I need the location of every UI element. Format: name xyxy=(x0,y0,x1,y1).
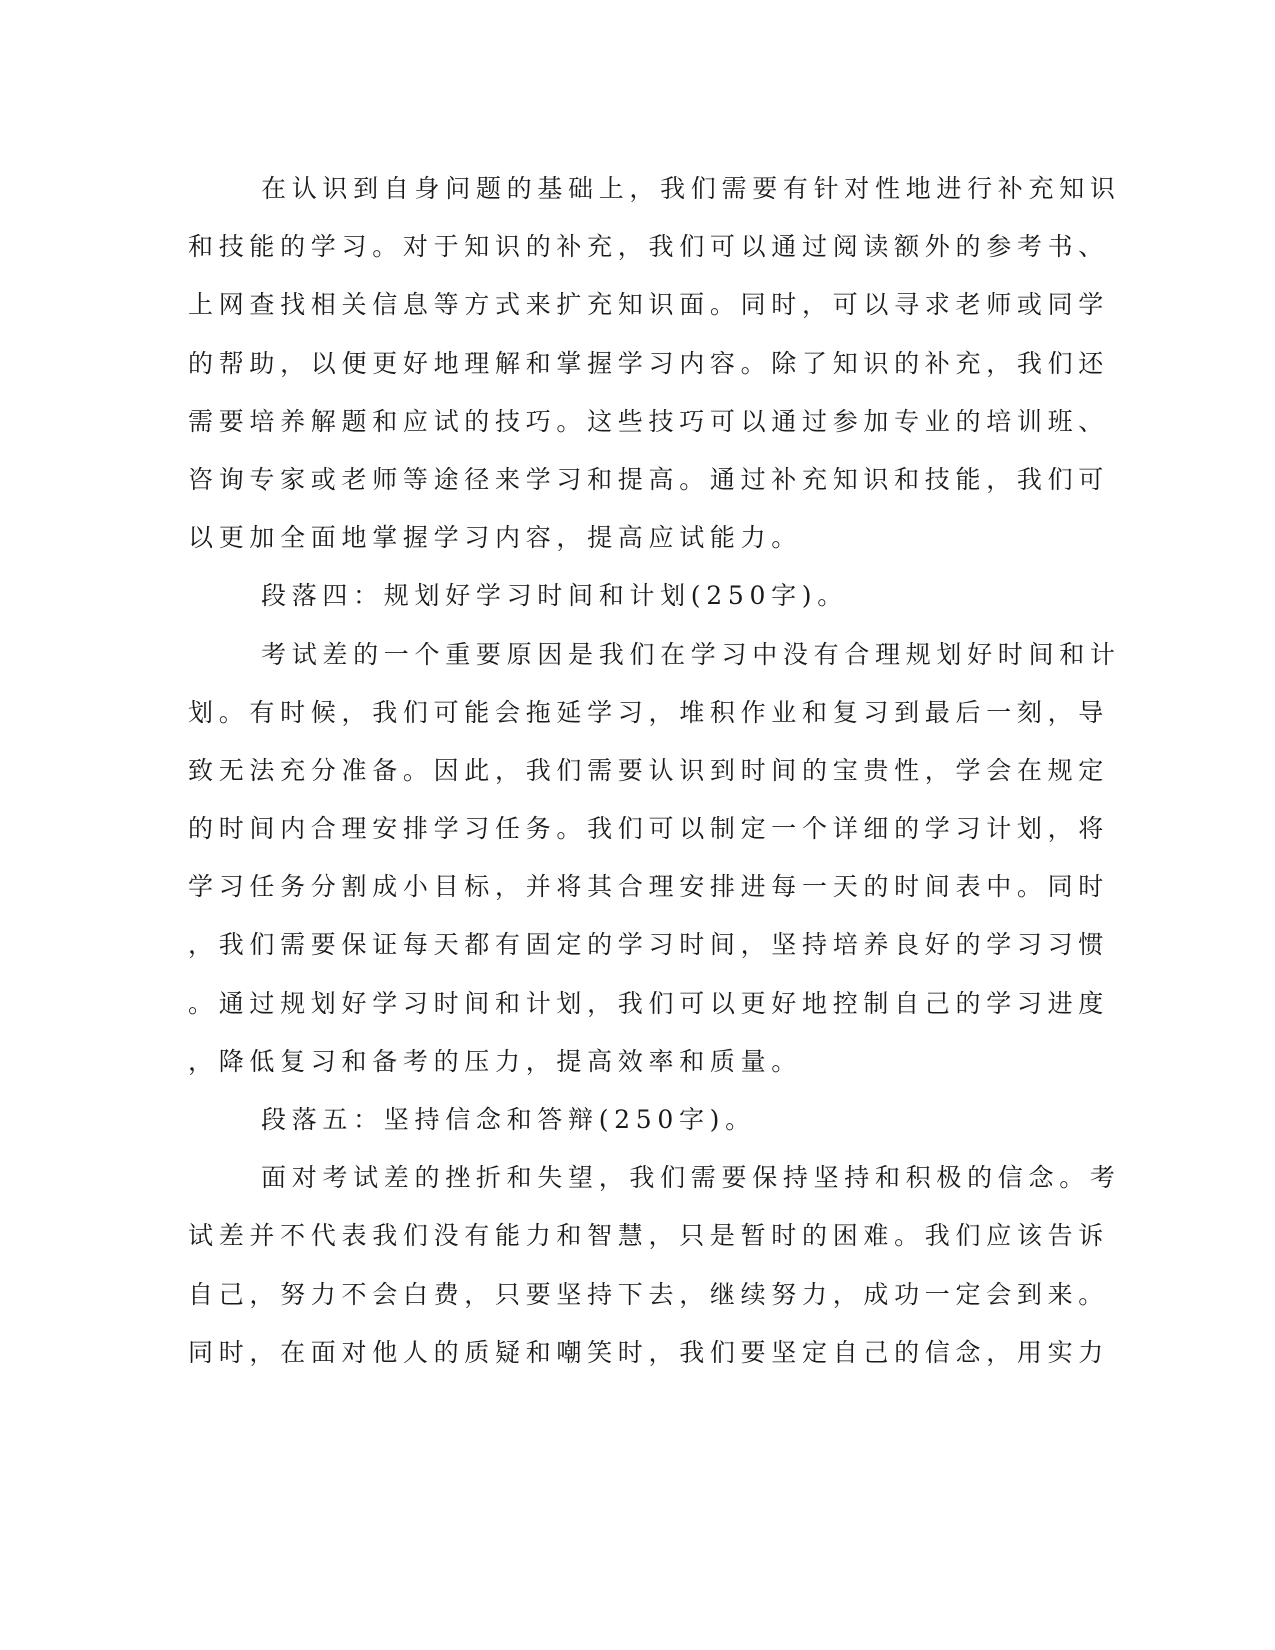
text-line: 的时间内合理安排学习任务。我们可以制定一个详细的学习计划，将 xyxy=(188,814,1110,844)
text-line: 同时，在面对他人的质疑和嘲笑时，我们要坚定自己的信念，用实力 xyxy=(188,1337,1110,1367)
text-line: ，我们需要保证每天都有固定的学习时间，坚持培养良好的学习习惯 xyxy=(188,930,1110,960)
text-line: 上网查找相关信息等方式来扩充知识面。同时，可以寻求老师或同学 xyxy=(188,290,1110,320)
text-line: 考试差的一个重要原因是我们在学习中没有合理规划好时间和计 xyxy=(261,639,1121,669)
text-line: 。通过规划好学习时间和计划，我们可以更好地控制自己的学习进度 xyxy=(188,988,1110,1018)
text-line: 试差并不代表我们没有能力和智慧，只是暂时的困难。我们应该告诉 xyxy=(188,1221,1110,1251)
text-line: 和技能的学习。对于知识的补充，我们可以通过阅读额外的参考书、 xyxy=(188,232,1110,262)
text-line: 咨询专家或老师等途径来学习和提高。通过补充知识和技能，我们可 xyxy=(188,464,1110,494)
document-body xyxy=(188,160,1121,1382)
text-line: 面对考试差的挫折和失望，我们需要保持坚持和积极的信念。考 xyxy=(261,1163,1121,1193)
text-line: 自己，努力不会白费，只要坚持下去，继续努力，成功一定会到来。 xyxy=(188,1279,1110,1309)
text-line: 的帮助，以便更好地理解和掌握学习内容。除了知识的补充，我们还 xyxy=(188,348,1110,378)
section-heading: 段落四：规划好学习时间和计划(250字)。 xyxy=(261,581,848,611)
text-line: 以更加全面地掌握学习内容，提高应试能力。 xyxy=(188,523,803,553)
text-line: 学习任务分割成小目标，并将其合理安排进每一天的时间表中。同时 xyxy=(188,872,1110,902)
section-heading: 段落五：坚持信念和答辩(250字)。 xyxy=(261,1105,756,1134)
text-line: 致无法充分准备。因此，我们需要认识到时间的宝贵性，学会在规定 xyxy=(188,755,1110,785)
text-line: 在认识到自身问题的基础上，我们需要有针对性地进行补充知识 xyxy=(261,174,1121,203)
text-line: 需要培养解题和应试的技巧。这些技巧可以通过参加专业的培训班、 xyxy=(188,406,1110,436)
text-line: 划。有时候，我们可能会拖延学习，堆积作业和复习到最后一刻，导 xyxy=(188,697,1110,727)
text-line: ，降低复习和备考的压力，提高效率和质量。 xyxy=(188,1046,803,1076)
